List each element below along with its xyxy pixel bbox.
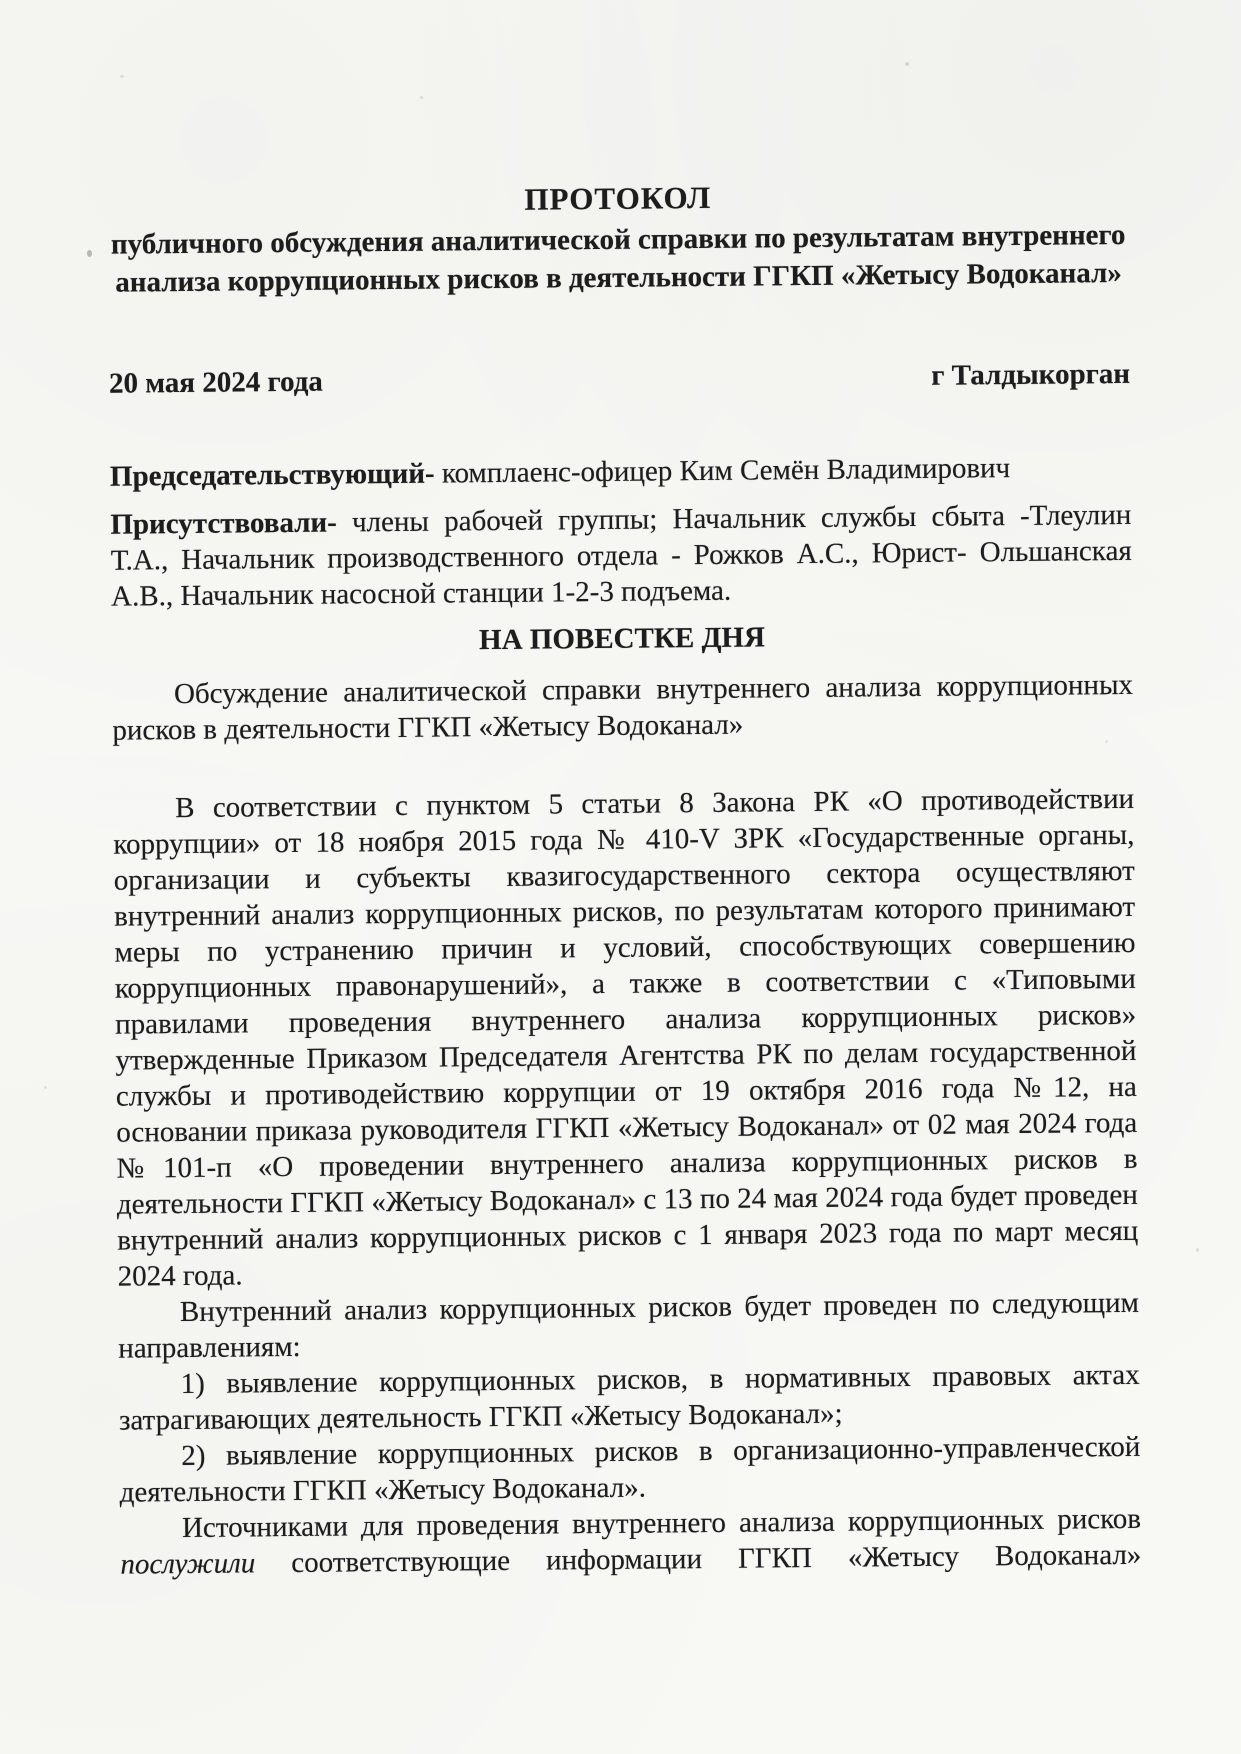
document-subtitle: публичного обсуждения аналитической справки по результатам внутреннего анализа коррупционных рисков в деятельности ГГКП «Жетысу Водоканал» [110, 218, 1126, 299]
body-paragraph-sources [120, 1501, 1142, 1583]
scan-speckle [420, 96, 423, 99]
scan-speckle [87, 250, 92, 257]
list-item-1: 1) выявление коррупционных рисков, в нормативных правовых актах затрагивающих деятельность ГГКП «Жетысу Водоканал»; [118, 1358, 1140, 1437]
list-item-2: 2) выявление коррупционных рисков в организационно-управленческой деятельности ГГКП «Жетысу Водоканал». [119, 1430, 1141, 1509]
scan-speckle [120, 75, 124, 78]
chairman-label: Председательствующий- [109, 457, 435, 493]
attendees-value: члены рабочей группы; Начальник службы сбыта -Тлеулин Т.А., Начальник производственного отдела - Рожков А.С., Юрист- Ольшанская А.В., Начальник насосной станции 1-2-3 подъема. [110, 498, 1132, 613]
agenda-heading: НА ПОВЕСТКЕ ДНЯ [478, 621, 766, 657]
scan-speckle [1196, 1248, 1199, 1252]
date-place-row [109, 356, 1130, 403]
scan-speckle [905, 62, 909, 66]
document-title: ПРОТОКОЛ [524, 179, 712, 217]
body-paragraph-directions-intro: Внутренний анализ коррупционных рисков будет проведен по следующим направлениям: [118, 1286, 1140, 1365]
sources-suffix: соответствующие информации ГГКП «Жетысу Водоканал» [291, 1538, 1142, 1580]
chairman-value: комплаенс-офицер Ким Семён Владимирович [441, 452, 1011, 490]
document-city: г Талдыкорган [931, 357, 1131, 392]
sources-prefix: Источниками для проведения внутреннего анализа коррупционных рисков [181, 1502, 1142, 1545]
scan-speckle [1105, 740, 1108, 743]
scan-speckle [44, 1086, 47, 1089]
sources-italic-word: послужили [120, 1547, 256, 1581]
document-date: 20 мая 2024 года [108, 365, 323, 400]
chairman-line [110, 449, 1131, 495]
agenda-item: Обсуждение аналитической справки внутреннего анализа коррупционных рисков в деятельности ГГКП «Жетысу Водоканал» [112, 668, 1134, 747]
attendees-paragraph [110, 497, 1132, 615]
attendees-label: Присутствовали- [110, 506, 337, 541]
scan-speckle [628, 1488, 632, 1493]
body-paragraph-legal-basis: В соответствии с пунктом 5 статьи 8 Закона РК «О противодействии коррупции» от 18 ноября 2015 года № 410-V ЗРК «Государственные органы, организации и субъекты квазигосударственного сектора осуществляют внутренний анализ коррупционных рисков, по результатам которого принимают меры по устранению причин и условий, способствующих совершению коррупционных правонарушений», а также в соответствии с «Типовыми правилами проведения внутреннего анализа коррупционных рисков» утвержденные Приказом Председателя Агентства РК по делам государственной службы и противодействию коррупции от 19 октября 2016 года №12, на основании приказа руководителя ГГКП «Жетысу Водоканал» от 02 мая 2024 года №101-п «О проведении внутреннего анализа коррупционных рисков в деятельности ГГКП «Жетысу Водоканал» с 13 по 24 мая 2024 года будет проведен внутренний анализ коррупционных рисков с 1 января 2023 года по март месяц 2024 года. [113, 782, 1139, 1293]
